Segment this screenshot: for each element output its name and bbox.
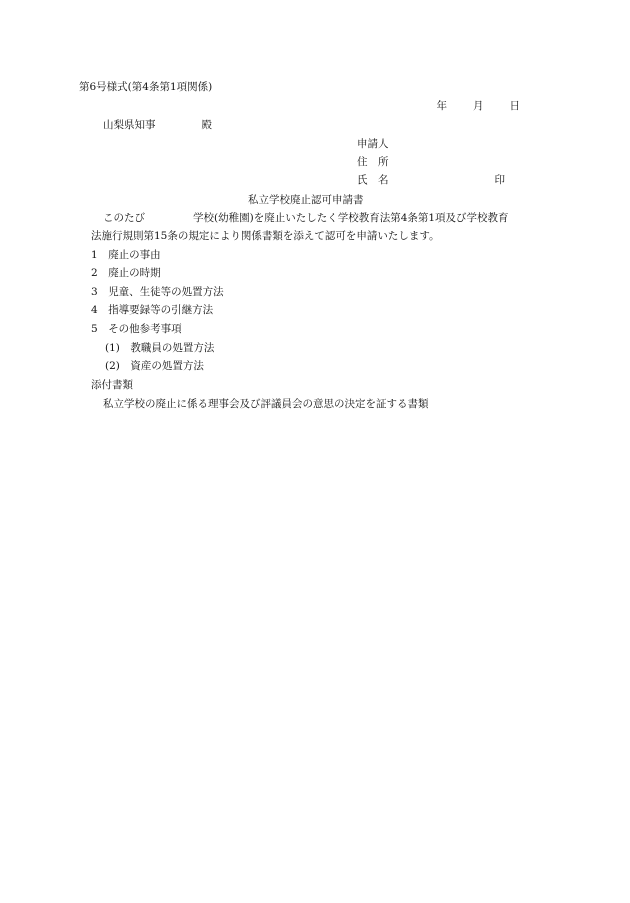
list-item [91,287,224,298]
list-item [91,250,161,261]
attachments-item: 私立学校の廃止に係る理事会及び評議員会の意思の決定を証する書類 [103,398,429,410]
addressee-honorific: 殿 [201,119,212,131]
sub-item-number: (2) [105,360,120,372]
date-year: 年 [436,100,447,112]
list-item [91,268,161,279]
body-line-2: 法施行規則第15条の規定により関係書類を添えて認可を申請いたします。 [91,230,440,242]
sub-item [105,361,204,372]
list-item-text: その他参考事項 [108,323,182,335]
list-item [91,324,182,335]
list-item-number: 5 [91,323,98,335]
list-item-text: 廃止の事由 [108,249,161,261]
list-item-number: 3 [91,286,98,298]
list-item-text: 児童、生徒等の処置方法 [108,286,224,298]
sub-item-number: (1) [105,342,120,354]
list-item-number: 1 [91,249,98,261]
attachments-heading: 添付書類 [91,379,133,391]
sub-item-text: 教職員の処置方法 [130,342,215,354]
list-item-text: 廃止の時期 [108,267,161,279]
body-line1-rest: 学校(幼稚園)を廃止いたしたく学校教育法第4条第1項及び学校教育 [193,212,509,224]
addressee-name: 山梨県知事 [103,119,156,131]
sub-item [105,343,214,354]
applicant-name-line [357,175,505,186]
applicant-label: 申請人 [357,138,389,150]
list-item [91,305,213,316]
list-item-text: 指導要録等の引継方法 [108,304,214,316]
date-day: 日 [509,100,520,112]
body-line-1 [103,213,509,224]
applicant-name-label: 氏 名 [357,174,389,186]
body-lead: このたび [103,212,145,224]
applicant-address-label: 住 所 [357,156,389,168]
form-number: 第6号様式(第4条第1項関係) [79,81,213,93]
date-line [437,101,521,112]
list-item-number: 2 [91,267,98,279]
document-title: 私立学校廃止認可申請書 [248,194,364,206]
list-item-number: 4 [91,304,98,316]
date-month: 月 [473,100,484,112]
addressee [103,120,212,131]
seal-mark: 印 [494,174,505,186]
sub-item-text: 資産の処置方法 [130,360,204,372]
